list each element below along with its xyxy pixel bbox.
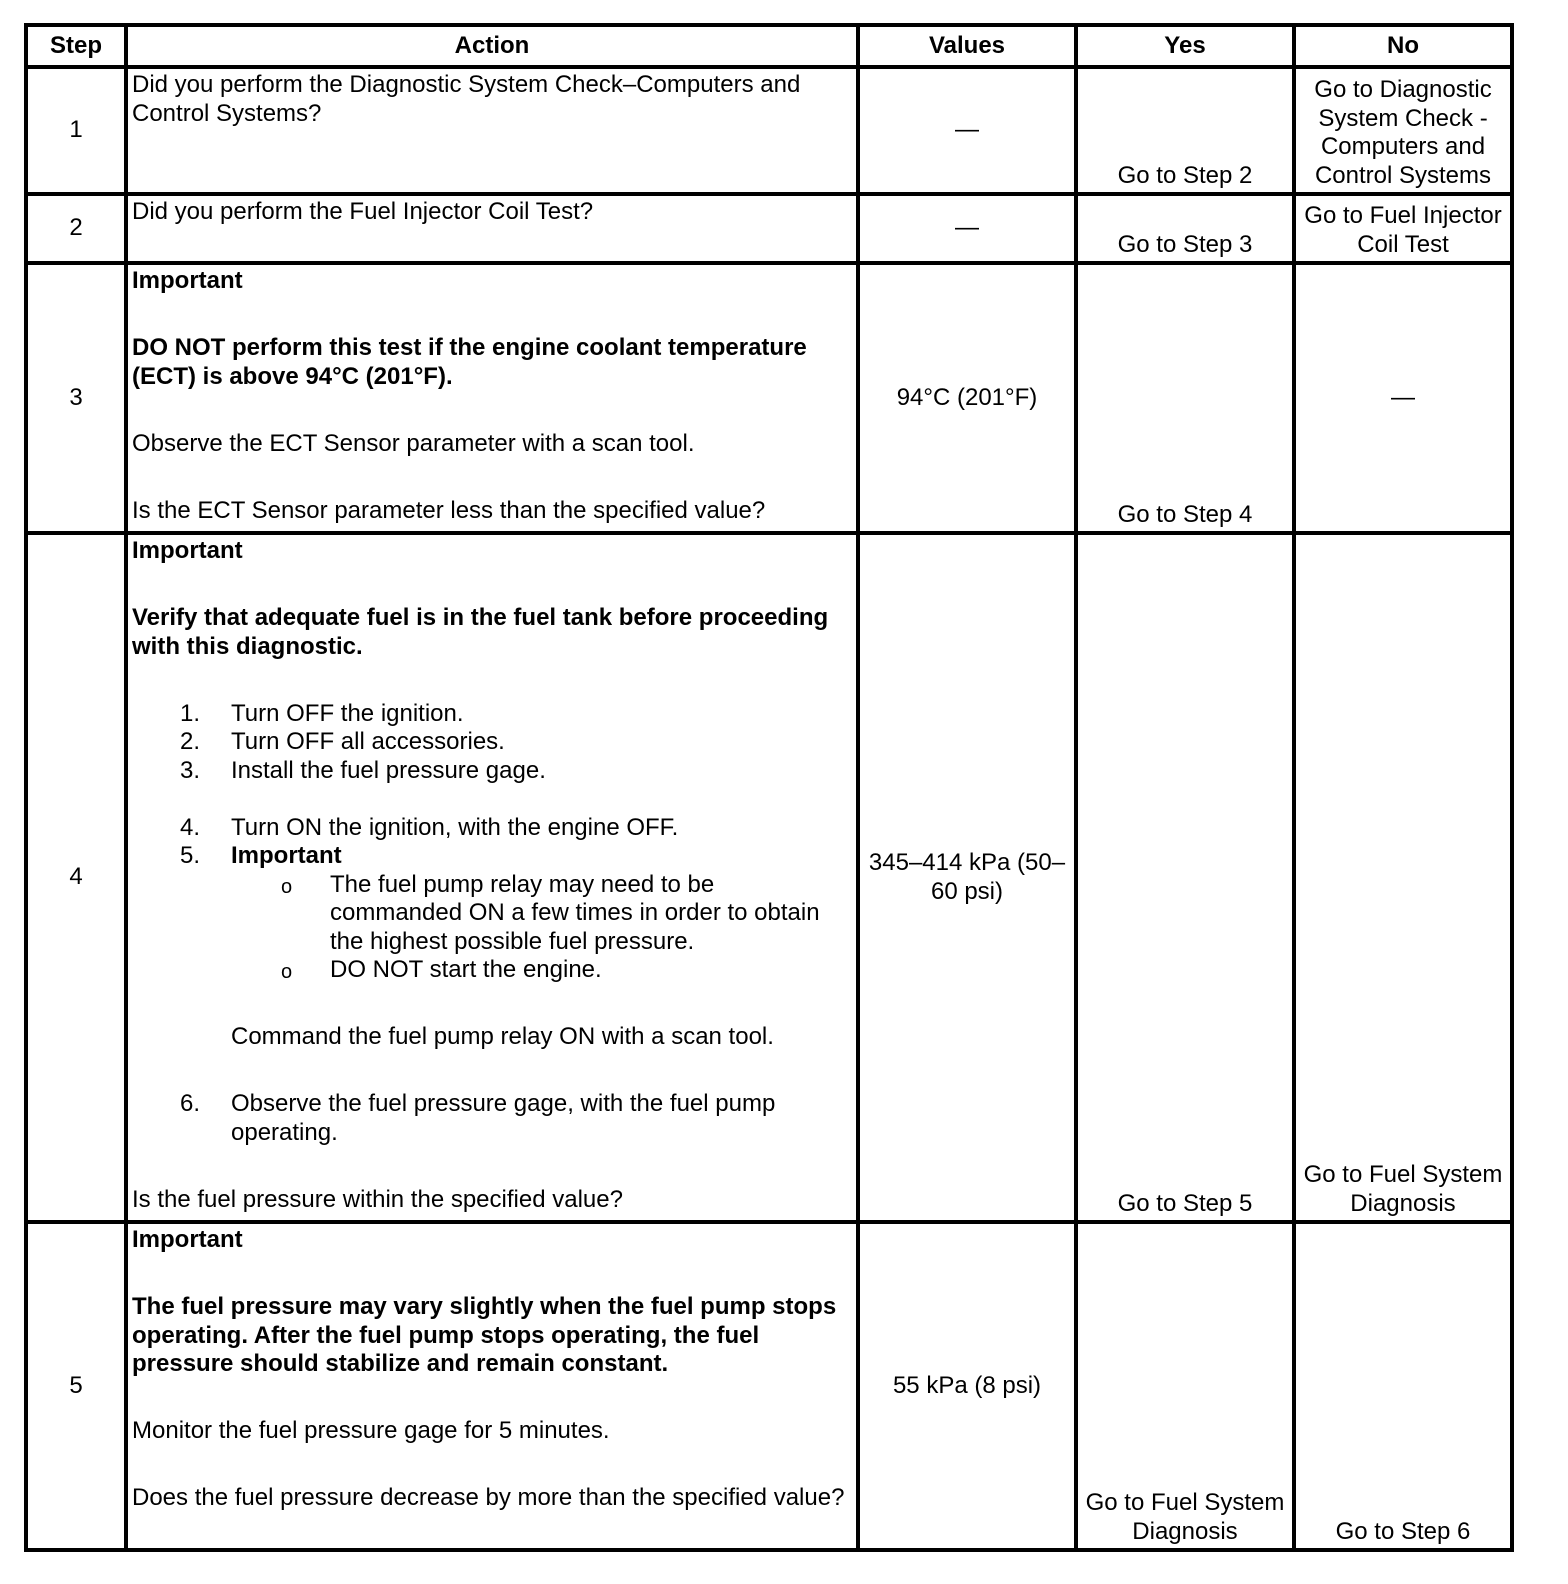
yes-cell: Go to Fuel System Diagnosis [1076, 1222, 1294, 1550]
diagnostic-table [24, 23, 1514, 1552]
step-number: 1 [26, 67, 126, 194]
no-cell: Go to Fuel Injector Coil Test [1294, 194, 1512, 263]
step-number: 4 [26, 533, 126, 1222]
values-cell: — [858, 67, 1076, 194]
table-row [26, 194, 1512, 263]
list-item: 5. Important o The fuel pump relay may need to be commanded ON a few times in order to obtain the highest possible fuel pressure. o DO NOT start the engine. Command the fuel pump relay ON with a scan tool. [132, 842, 852, 1052]
sub-list-item: o The fuel pump relay may need to be commanded ON a few times in order to obtain the highest possible fuel pressure. [281, 870, 820, 955]
action-question: Is the fuel pressure within the specified value? [132, 1185, 623, 1213]
action-question: Is the ECT Sensor parameter less than the specified value? [132, 496, 766, 524]
header-values: Values [858, 25, 1076, 67]
list-item: 6. Observe the fuel pressure gage, with the fuel pump operating. [180, 1090, 776, 1146]
yes-cell: Go to Step 5 [1076, 533, 1294, 1222]
values-cell: — [858, 194, 1076, 263]
sub-list-item: o DO NOT start the engine. [281, 956, 602, 983]
list-item: 2. Turn OFF all accessories. [180, 728, 505, 755]
command-text: Command the fuel pump relay ON with a scan tool. [231, 1023, 774, 1050]
important-label: Important [132, 537, 243, 564]
important-label: Important [132, 267, 243, 294]
values-cell: 345–414 kPa (50–60 psi) [858, 533, 1076, 1222]
values-cell: 94°C (201°F) [858, 263, 1076, 533]
yes-cell: Go to Step 4 [1076, 263, 1294, 533]
table-row [26, 263, 1512, 533]
important-label: Important [132, 1226, 243, 1253]
action-question: Does the fuel pressure decrease by more than the specified value? [132, 1484, 845, 1511]
important-warning: The fuel pressure may vary slightly when the fuel pump stops operating. After the fuel pump stops operating, the fuel pressure should stabilize and remain constant. [132, 1293, 837, 1377]
yes-cell: Go to Step 3 [1076, 194, 1294, 263]
action-text: Did you perform the Fuel Injector Coil Test? [132, 198, 594, 225]
header-action: Action [126, 25, 858, 67]
table-row [26, 1222, 1512, 1550]
list-item: 3. Install the fuel pressure gage. [180, 756, 546, 784]
action-text: Did you perform the Diagnostic System Check–Computers and Control Systems? [132, 71, 801, 127]
list-item: 4. Turn ON the ignition, with the engine OFF. [180, 813, 679, 841]
header-yes: Yes [1076, 25, 1294, 67]
action-instruction: Monitor the fuel pressure gage for 5 minutes. [132, 1417, 610, 1444]
important-warning: DO NOT perform this test if the engine coolant temperature (ECT) is above 94°C (201°F). [132, 334, 807, 390]
no-cell: Go to Step 6 [1294, 1222, 1512, 1550]
action-cell [126, 263, 858, 533]
procedure-list [132, 700, 852, 1148]
yes-cell: Go to Step 2 [1076, 67, 1294, 194]
no-cell: Go to Diagnostic System Check - Computers and Control Systems [1294, 67, 1512, 194]
no-cell: Go to Fuel System Diagnosis [1294, 533, 1512, 1222]
important-warning: Verify that adequate fuel is in the fuel tank before proceeding with this diagnostic. [132, 604, 829, 660]
step-number: 3 [26, 263, 126, 533]
action-cell [126, 67, 858, 194]
table-row [26, 533, 1512, 1222]
header-step: Step [26, 25, 126, 67]
header-no: No [1294, 25, 1512, 67]
list-item: 1. Turn OFF the ignition. [180, 699, 464, 727]
step-number: 2 [26, 194, 126, 263]
step-number: 5 [26, 1222, 126, 1550]
table-row [26, 67, 1512, 194]
action-cell [126, 194, 858, 263]
action-instruction: Observe the ECT Sensor parameter with a scan tool. [132, 429, 695, 457]
sub-list [231, 871, 852, 985]
action-cell [126, 533, 858, 1222]
action-cell [126, 1222, 858, 1550]
no-cell: — [1294, 263, 1512, 533]
values-cell: 55 kPa (8 psi) [858, 1222, 1076, 1550]
header-row [26, 25, 1512, 67]
